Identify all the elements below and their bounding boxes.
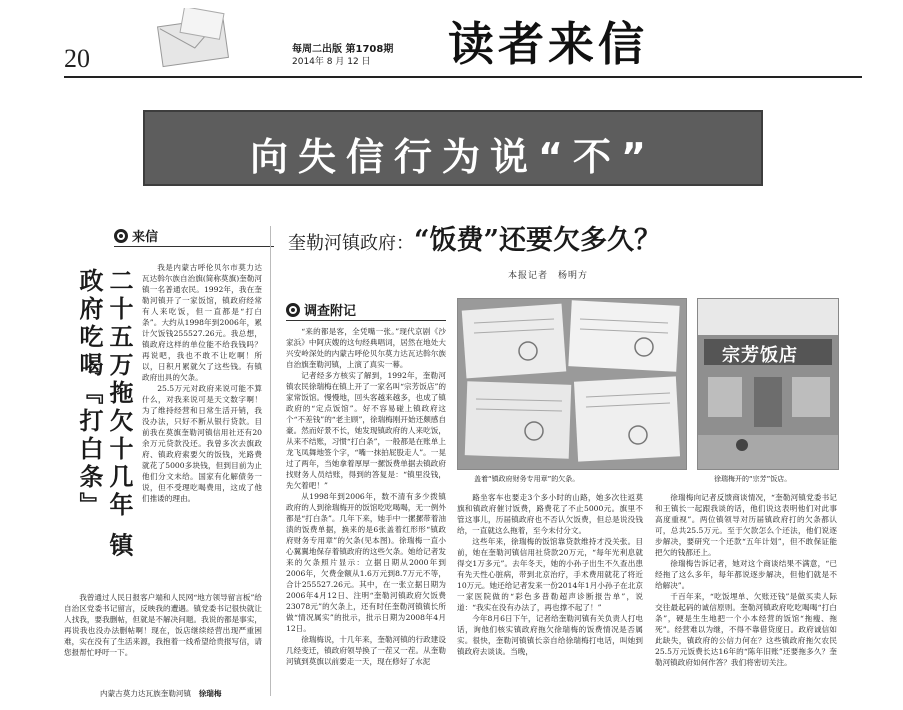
investigation-tag <box>286 300 356 319</box>
article-paragraph: 记者经多方核实了解到，1992年，奎勒河镇农民徐瑞梅在镇上开了一家名叫“宗芳饭店”的家常饭馆。慢慢地，回头客越来越多，也成了镇政府的“定点饭馆”。好不容易碰上镇政府这个“不差钱”的“老主顾”，徐瑞梅刚开始还颇感自豪。然而好景不长，她发现镇政府的人来吃饭，从来不结账，习惯“打白条”，一般都是在账单上龙飞凤舞地签个字，“嘴一抹拍屁股走人”。一晃过了两年，当她拿着厚厚一摞饭费单据去镇政府找财务人员结账，得到的答复是：“镇里没钱，先欠着吧！” <box>286 371 446 490</box>
iou-documents-image <box>458 299 686 469</box>
restaurant-photo-caption: 徐瑞梅开的“宗芳”饭店。 <box>714 475 792 483</box>
byline: 本报记者 杨明方 <box>508 271 589 281</box>
signature-place: 内蒙古莫力达瓦族奎勒河镇 <box>100 689 192 698</box>
circle-dot-icon <box>114 229 128 243</box>
page-number: 20 <box>64 44 90 73</box>
header-rule <box>64 76 862 78</box>
article-paragraph: 千百年来，“吃饭埋单、欠账还钱”是做买卖人际交往最起码的诚信原则。奎勒河镇政府吃吃喝喝“打白条”，硬是生生地把一个小本经营的饭馆“拖瘦、拖死”。经营难以为继，不得不靠借贷度日。政府诚信如此缺失，镇政府的公信力何在？这些镇政府拖欠农民25.5万元饭费长达16年的“陈年旧账”还要拖多久？奎勒河镇政府如何作答？我们将密切关注。 <box>655 592 837 667</box>
letter-paragraph-3: 我曾通过人民日报客户端和人民网“地方领导留言板”给自治区党委书记留言，反映我的遭遇。镇党委书记很快就让人找我，要我删帖，但就是不解决问题。我说的都是事实，再说我也没办法删帖啊！现在，饭店继续经营出现严重困难，实在没有了生活来源，我抱着一线希望给贵报写信，请您报帮忙呼吁一下。 <box>64 593 262 657</box>
article-paragraph: 路坐客车也要走3个多小时的山路，她多次往返莫旗和镇政府催讨饭费，路费花了不止5000元。旗里不管这事儿，历届镇政府也不否认欠饭费，但总是说没钱给，一直就这么拖着，至今未付分文。 <box>457 493 643 535</box>
article-paragraph: 徐瑞梅告诉记者，她对这个商谈结果不满意，“已经拖了这么多年，每年都说逐步解决，但他们就是不给解决”。 <box>655 559 837 590</box>
letter-paragraph-2: 25.5万元对政府来说可能不算什么，对我来说可是天文数字啊！为了维持经营和日常生活开销，我没办法，只好不断从银行贷款。目前我在莫旗奎勒河镇信用社还有20余万元贷款没还。我曾多次去旗政府、镇政府索要欠的饭钱，光路费就花了5000多块钱，但到目前为止他们分文未给。国家有化解债务一说，但不受理吃喝费用，这成了他们推诿的理由。 <box>142 384 262 503</box>
article-col-3 <box>655 492 837 700</box>
article-paragraph: 徐瑞梅向记者反馈商谈情况，“奎勒河镇党委书记和王镇长一起跟我谈的话，他们说这表明他们对此事高度重视”。两位镇领导对历届镇政府打的欠条都认可，总共25.5万元。至于欠款怎么个还法，他们说逐步解决，要研究一个还款“五年计划”，但不敢保证能把欠的钱都还上。 <box>655 493 837 557</box>
column-divider <box>270 226 271 696</box>
signature-name: 徐瑞梅 <box>198 689 222 698</box>
circle-dot-icon <box>286 303 300 317</box>
letter-tag <box>114 226 158 245</box>
letter-col-a <box>142 262 262 590</box>
iou-photo <box>457 298 687 470</box>
restaurant-sign: 宗芳饭店 <box>722 345 798 366</box>
letter-signature <box>100 688 270 699</box>
letter-tag-rule <box>114 246 274 247</box>
issue-line-2: 2014年 8 月 12 日 <box>292 57 371 67</box>
letter-paragraph-1: 我是内蒙古呼伦贝尔市莫力达瓦达斡尔族自治旗(简称莫旗)奎勒河镇一名普通农民。1992年，我在奎勒河镇开了一家饭馆，镇政府经常有人来吃饭，但一直都是“打白条”。大约从1998年到2006年，累计欠饭钱255527.26元。我总想，镇政府这样的单位能不给我钱吗？再说吧，我也不敢不让吃啊！所以，日积月累就欠了这些钱。有镇政府出具的欠条。 <box>142 263 262 382</box>
article-col-1 <box>286 326 446 700</box>
headline-prefix: 奎勒河镇政府： <box>288 233 414 254</box>
article-headline <box>288 218 661 257</box>
iou-photo-caption: 盖着“镇政府财务专用章”的欠条。 <box>474 475 580 483</box>
envelope-icon <box>154 8 236 68</box>
investigation-tag-label: 调查附记 <box>304 304 357 319</box>
article-paragraph: 这些年来，徐瑞梅的饭馆靠贷款维持才没关张。目前，她在奎勒河镇信用社贷款20万元，“每年光利息就得交1万多元”。去年冬天，她的小孙子出生不久查出患有先天性心脏病，带到北京治疗，手术费用就花了将近10万元。她还给记者发来一份2014年1月小孙子在北京一家医院做的“彩色多普勒超声诊断报告单”，说道：“我实在没有办法了，再也撑不起了！” <box>457 537 643 612</box>
restaurant-image <box>698 299 838 469</box>
letter-col-b <box>64 592 262 684</box>
article-paragraph: “来的都是客，全凭嘴一张。”现代京剧《沙家浜》中阿庆嫂的这句经典唱词，居然在地处大兴安岭深处的内蒙古呼伦贝尔莫力达瓦达斡尔族自治旗奎勒河镇，上演了真实一幕。 <box>286 327 446 369</box>
banner-title: 向失信行为说“不” <box>250 135 656 179</box>
article-col-2 <box>457 492 643 700</box>
issue-info <box>292 44 393 68</box>
article-paragraph: 徐瑞梅说，十几年来，奎勒河镇的行政建设几经变迁，镇政府领导换了一茬又一茬。从奎勒河镇到莫旗以前要走一天，现在修好了水泥 <box>286 635 446 666</box>
investigation-tag-rule <box>286 320 446 321</box>
article-paragraph: 今年8月6日下午，记者给奎勒河镇有关负责人打电话，询他们核实镇政府拖欠徐瑞梅的饭费情况是否属实。很快，奎勒河镇镇长亲自给徐瑞梅打电话，叫她到镇政府去谈谈。当晚， <box>457 614 643 656</box>
letter-tag-label: 来信 <box>132 230 159 245</box>
headline-main: “饭费”还要欠多久？ <box>414 225 662 256</box>
article-paragraph: 从1998年到2006年，数不清有多少拨镇政府的人到徐瑞梅开的饭馆吃吃喝喝，无一例外都是“打白条”。几年下来，她手中一摞摞带着油渍的饭费单据，换来的是6张盖着红形形“镇政府财务专用章”的欠条(见本图)。徐瑞梅一直小心翼翼地保存着镇政府的这些欠条。她给记者发来的欠条照片显示：立据日期从2000年到2006年，欠费金额从1.6万元到8.7万元不等，合计255527.26元。其中，在一张立据日期为2006年4月12日、注明“奎勒河镇政府欠饭费23078元”的欠条上，还有时任奎勒河镇镇长所做“情况属实”的批示，批示日期为2008年4月12日。 <box>286 492 446 633</box>
section-title: 读者来信 <box>448 17 648 71</box>
restaurant-photo <box>697 298 839 470</box>
banner <box>143 110 763 186</box>
issue-line-1: 每周二出版 第1708期 <box>292 44 394 55</box>
letter-title: 二十五万拖欠十几年 镇政府吃喝『打白条』 <box>75 268 134 561</box>
